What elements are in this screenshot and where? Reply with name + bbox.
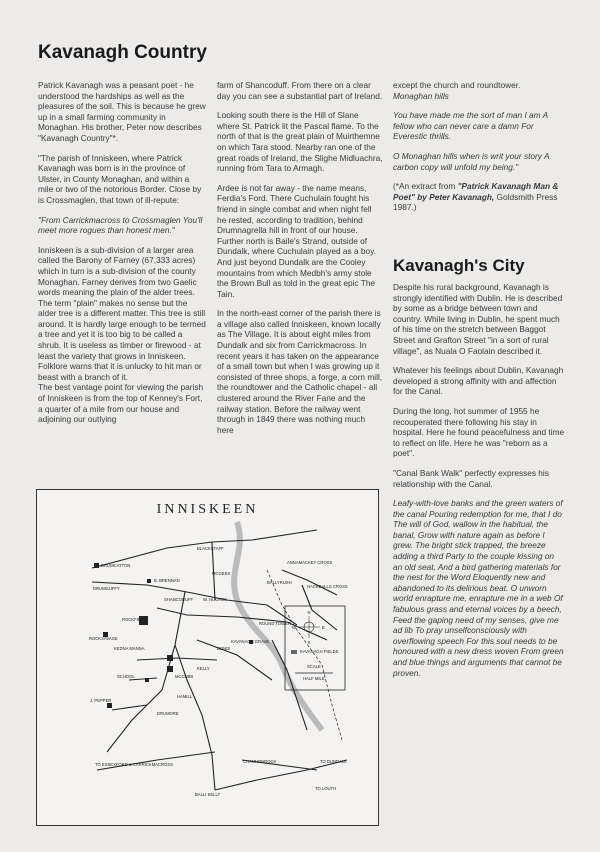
paragraph: farm of Shancoduff. From there on a clear day you can see a substantial part of Ireland. bbox=[217, 80, 383, 101]
quote: "From Carrickmacross to Crossmaglen You'll meet more rogues than honest men." bbox=[38, 214, 203, 236]
label-ballyrush: BALLYRUSH bbox=[267, 580, 292, 585]
compass-north: N bbox=[307, 610, 311, 615]
label-shancoduff: SHANCODUFF bbox=[164, 597, 194, 602]
paragraph: Despite his rural background, Kavanagh is strongly identified with Dublin. He is described by some as a bridge between town and country. While living in Dublin, he spent much of his time on the stretch between Baggot Street and Grafton Street "in a sort of rural village", as Nuala O Faolain described it. bbox=[393, 282, 563, 356]
paragraph: except the church and roundtower. bbox=[393, 80, 521, 90]
credit-book: "Patrick Kavanagh Man & Poet" by Peter Kavanagh, bbox=[393, 181, 559, 202]
label-bondi: BONDI bbox=[217, 646, 231, 651]
label-school: SCHOOL bbox=[117, 674, 135, 679]
label-kavanagh-grave: KAVANAGH GRAVE bbox=[231, 639, 270, 644]
label-kednamona: KEDNA MANNA bbox=[114, 646, 145, 651]
paragraph: In the north-east corner of the parish there is a village also called Inniskeen, known locally as The Village. It is about eight miles from Dundalk and six from Carrickmacross. In recent years it has taken on the appearance of a small town but when I was growing up it consisted of three shops, a forge, a corn mill, the roundtower and the Catholic chapel - all clustered around the River Fane and the railway station. Before the railway went through in 1849 there was nothing much here bbox=[217, 308, 383, 435]
paragraph: Ardee is not far away - the name means, Ferdia's Ford. There Cuchulain fought his friend in single combat and when night fell he rested, according to tradition, behind Drumnagrella hill in front of our house. Further north is Baile's Strand, outside of Dundalk, where Cuchulain played as a boy. And just beyond Dundalk are the Cooley mountains from which Medbh's army stole the Brown Bull as told in the great epic The Tain. bbox=[217, 182, 376, 299]
inniskeen-map bbox=[36, 489, 379, 826]
label-whughes: W. HUGHES bbox=[203, 597, 227, 602]
label-to-dundalk: TO DUNDALK bbox=[320, 759, 347, 764]
map-drawing bbox=[37, 490, 378, 825]
column-1 bbox=[38, 80, 206, 434]
fields-legend-swatch bbox=[291, 650, 297, 654]
label-kelly: KELLY bbox=[197, 666, 210, 671]
column-3 bbox=[393, 80, 565, 222]
compass-south: S bbox=[307, 640, 311, 645]
paragraph: The best vantage point for viewing the parish of Inniskeen is from the top of Kenney's Fort, a quarter of a mile from our house and adjoining our outlying bbox=[38, 382, 204, 425]
label-drumguffy: DRUMGUFFY bbox=[93, 586, 120, 591]
label-brennan: B. BRENNAN bbox=[154, 578, 180, 583]
source-credit bbox=[393, 181, 565, 213]
legend-kavanagh-fields: KAVANAGH FIELDS bbox=[300, 649, 339, 654]
legend-half-mile: HALF MILE bbox=[303, 676, 325, 681]
legend-scale: SCALE bbox=[307, 664, 321, 669]
label-jpepper: J. PEPPER bbox=[90, 698, 112, 703]
label-round-tower: ROUND TOWER bbox=[259, 621, 291, 626]
paragraph: Looking south there is the Hill of Slane where St. Patrick lit the Pascal flame. To the north of that is the great plain of Muirthemne on which Tara stood. Nearby ran one of the great roads of Ireland, the Slighe Midluachra, running from Tara to Armagh. bbox=[217, 110, 383, 174]
column-2 bbox=[217, 80, 383, 444]
poem-stanza: You have made me the sort of man I am A fellow who can never care a damn For Everestic thrills. bbox=[393, 110, 548, 142]
paragraph: During the long, hot summer of 1955 he recouperated there following his stay in hospital. Here he found peacefulness and time to reflect on life. Here he was "reborn as a poet". bbox=[393, 405, 565, 459]
label-to-essexford: TO ESSEXFORD & CARRICKMACROSS bbox=[95, 762, 173, 767]
column-3-city bbox=[393, 282, 565, 687]
section-title-kavanagh-country: Kavanagh Country bbox=[38, 42, 207, 63]
label-blackstaff: BLACKSTAFF bbox=[197, 546, 224, 551]
credit-publisher: Goldsmith Press 1987.) bbox=[393, 191, 558, 213]
map-title: INNISKEEN bbox=[156, 502, 259, 517]
label-mccubb: MCCUBB bbox=[175, 674, 194, 679]
label-channonrock: CHANNONROCK bbox=[243, 759, 277, 764]
label-drumore: DRUMORE bbox=[157, 711, 179, 716]
roads bbox=[92, 530, 347, 790]
label-ballikelly: BALLI KELLY bbox=[195, 792, 221, 797]
paragraph: "The parish of Inniskeen, where Patrick Kavanagh was born is in the province of Ulster, in County Monaghan, and within a mile or two of the notorious Border. Close by is Crossmaglen, that town of ill-repute: bbox=[38, 152, 202, 205]
label-annamackey: ANNAMACKEY CROSS bbox=[287, 560, 333, 565]
compass-east: E bbox=[322, 625, 325, 630]
paragraph: "Canal Bank Walk" perfectly expresses his relationship with the Canal. bbox=[393, 467, 549, 489]
credit-prefix: (*An extract from bbox=[393, 181, 458, 192]
label-hamill: HAMILL bbox=[177, 694, 193, 699]
label-to-louth: TO LOUTH bbox=[315, 786, 337, 791]
paragraph: Whatever his feelings about Dublin, Kavanagh developed a strong affinity with and affection for the Canal. bbox=[393, 365, 564, 397]
poem-stanza: O Monaghan hills when is writ your story A carbon copy will unfold my being." bbox=[393, 150, 550, 172]
paragraph: Patrick Kavanagh was a peasant poet - he understood the hardships as well as the pleasures of the soil. This is because he grew up in a small farming community in Monaghan. His brother, Peter now describes "Kavanagh Country"*. bbox=[38, 80, 206, 143]
label-mcgees: MCGEES bbox=[212, 571, 231, 576]
paragraph: Inniskeen is a sub-division of a larger area called the Barony of Farney (67,333 acres) which in turn is a sub-division of the county Monaghan. Farney derives from two Gaelic words meaning the plain of the alder trees. The term "plain" makes no sense but the alder tree is a different matter. This tree is still around. It is hardly large enough to be termed a tree and yet it is too big to be called a shrub. It is useless as timber or firewood - at least the variety that grows in Inniskeen. Folklore warns that it is unlucky to hit man or beast with a branch of it. bbox=[38, 244, 206, 382]
label-hackballs: HACKBALLS CROSS bbox=[307, 584, 348, 589]
poem-title: Monaghan hills bbox=[393, 90, 449, 101]
landmark-markers bbox=[94, 563, 253, 708]
label-rockfield: ROCKFIELD bbox=[122, 617, 146, 622]
label-drumcatton: DRUMCATTON bbox=[101, 563, 131, 568]
compass-west: W bbox=[292, 625, 296, 630]
section-title-kavanaghs-city: Kavanagh's City bbox=[393, 256, 525, 275]
label-rocksavage: ROCKSAVAGE bbox=[89, 636, 118, 641]
poem-canal-bank-walk: Leafy-with-love banks and the green waters of the canal Pouring redemption for me, that I do The will of God, wallow in the habitual, the banal, Grow with nature again as before I grew. The bright stick trapped, the breeze adding a third Party to the couple kissing on an old seat, And a bird gathering materials for the nest for the Word Eloquently new and abandoned to its delirious beat. O unworn world enrapture me, enrapture me in a web Of fabulous grass and eternal voices by a beech, Feed the gaping need of my senses, give me ad lib To pray unselfconsciously with overflowing speech For this soul needs to be honoured with a new dress woven From green and blue things and arguments that cannot be proven. bbox=[393, 498, 564, 678]
